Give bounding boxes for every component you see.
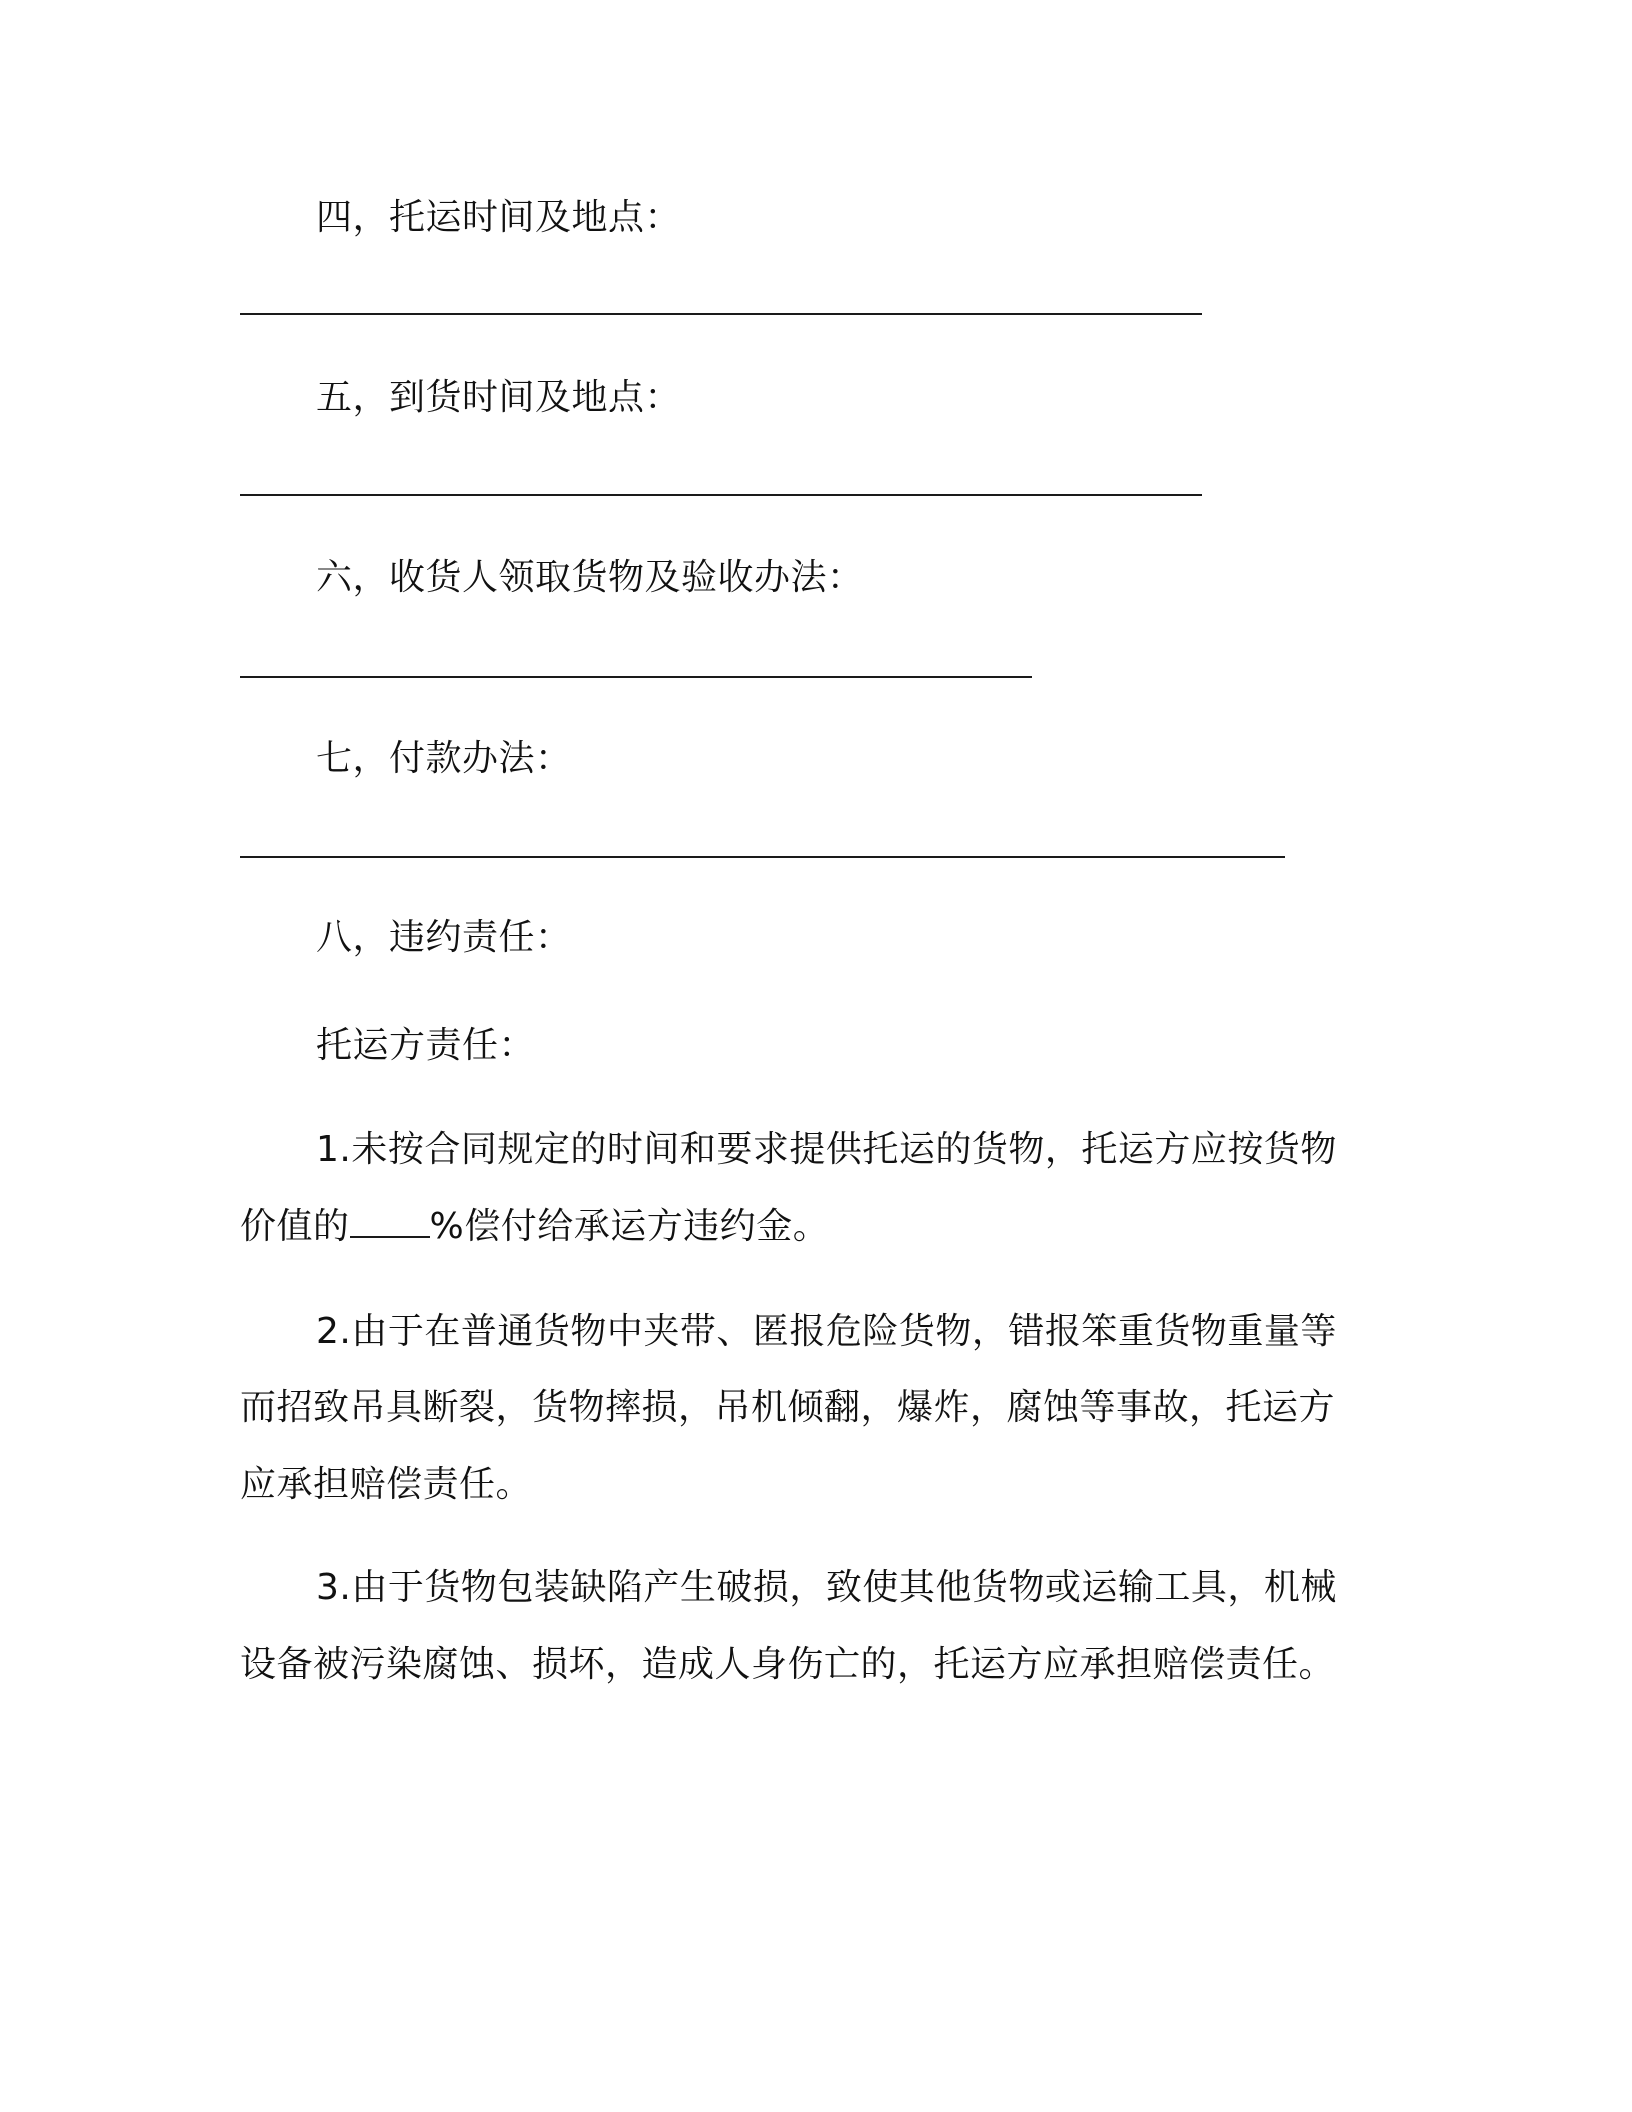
clause-2-line-3: 应承担赔偿责任。	[240, 1464, 533, 1505]
shipper-responsibility-heading: 托运方责任：	[316, 1025, 536, 1066]
fill-in-line-receipt-inspection[interactable]	[240, 676, 1032, 678]
fill-in-line-payment-method[interactable]	[240, 856, 1285, 858]
clause-3-line-2: 设备被污染腐蚀、损坏，造成人身伤亡的，托运方应承担赔偿责任。	[240, 1644, 1336, 1685]
fill-in-line-arrival-time-place[interactable]	[240, 494, 1202, 496]
clause-1-text-after-blank: %偿付给承运方违约金。	[429, 1206, 830, 1247]
clause-3-line-1: 3.由于货物包装缺陷产生破损，致使其他货物或运输工具，机械	[316, 1567, 1337, 1608]
clause-2-line-2: 而招致吊具断裂，货物摔损，吊机倾翻，爆炸，腐蚀等事故，托运方	[240, 1387, 1336, 1428]
section-8-heading: 八，违约责任：	[316, 917, 572, 958]
clause-2-line-1: 2.由于在普通货物中夹带、匿报危险货物，错报笨重货物重量等	[316, 1311, 1337, 1352]
clause-1-line-2	[240, 1205, 1360, 1249]
penalty-percent-blank[interactable]	[350, 1206, 430, 1238]
clause-1-line-1: 1.未按合同规定的时间和要求提供托运的货物，托运方应按货物	[316, 1129, 1337, 1170]
clause-1-text-before-blank: 价值的	[240, 1206, 350, 1247]
section-4-heading: 四，托运时间及地点：	[316, 197, 682, 238]
fill-in-line-shipping-time-place[interactable]	[240, 313, 1202, 315]
section-5-heading: 五，到货时间及地点：	[316, 377, 682, 418]
section-7-heading: 七，付款办法：	[316, 738, 572, 779]
section-6-heading: 六，收货人领取货物及验收办法：	[316, 557, 864, 598]
